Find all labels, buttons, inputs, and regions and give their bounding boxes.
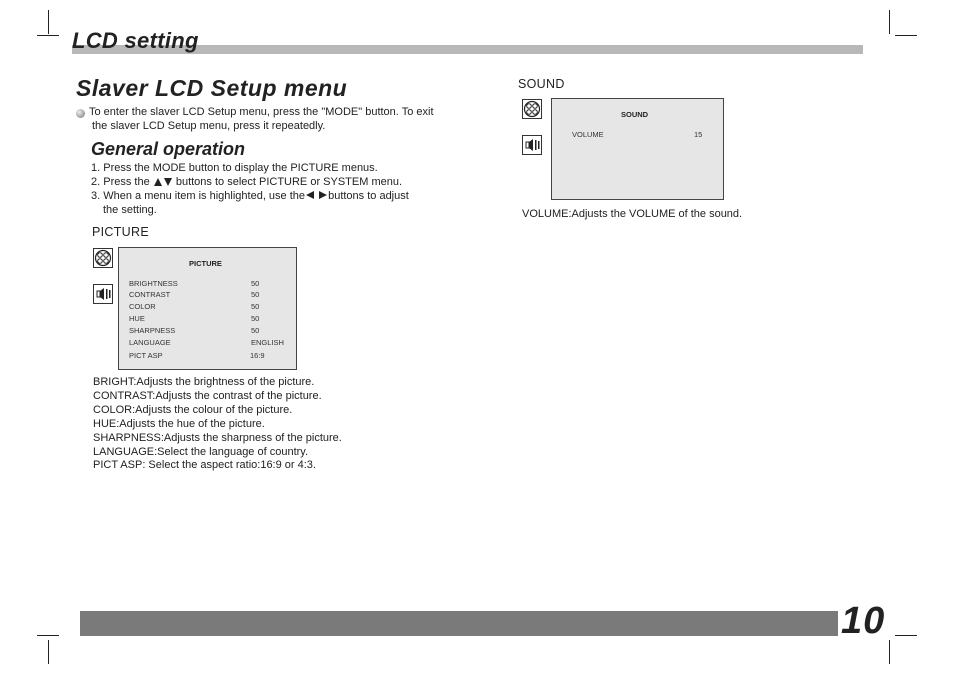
menu-item-key: LANGUAGE — [129, 338, 171, 347]
picture-menu-icon — [93, 248, 113, 268]
intro-line-2: the slaver LCD Setup menu, press it repeatedly. — [92, 120, 326, 132]
description-line: LANGUAGE:Select the language of country. — [93, 445, 309, 458]
footer-bar — [80, 611, 838, 636]
picture-descriptions — [93, 376, 342, 473]
step-2-text-b: buttons to select PICTURE or SYSTEM menu. — [175, 176, 403, 188]
menu-item-value: 16:9 — [250, 351, 265, 360]
sound-label: SOUND — [518, 77, 565, 91]
crop-mark — [37, 635, 59, 636]
crop-mark — [895, 35, 917, 36]
crop-mark — [895, 635, 917, 636]
menu-item-value: 50 — [251, 326, 260, 335]
page-title: LCD setting — [72, 28, 199, 53]
menu-item-value: 50 — [251, 314, 260, 323]
menu-item-key: VOLUME — [572, 130, 604, 139]
down-arrow-icon — [164, 178, 172, 186]
description-line: SHARPNESS:Adjusts the sharpness of the picture. — [93, 431, 342, 444]
picture-menu-icon — [522, 99, 542, 119]
section-title: Slaver LCD Setup menu — [76, 75, 348, 101]
left-arrow-icon — [306, 191, 314, 199]
sound-osd-title: SOUND — [621, 110, 649, 119]
crop-mark — [889, 640, 890, 664]
crop-mark — [37, 35, 59, 36]
sound-osd-menu — [551, 98, 724, 200]
picture-label: PICTURE — [92, 225, 149, 239]
menu-item-value: 15 — [694, 130, 703, 139]
menu-item-key: PICT ASP — [129, 351, 163, 360]
description-line: HUE:Adjusts the hue of the picture. — [93, 417, 265, 430]
intro-line-1: To enter the slaver LCD Setup menu, press the "MODE" button. To exit — [89, 106, 434, 118]
sound-description: VOLUME:Adjusts the VOLUME of the sound. — [522, 208, 743, 220]
step-1: 1. Press the MODE button to display the PICTURE menus. — [91, 162, 378, 174]
menu-item-key: SHARPNESS — [129, 326, 176, 335]
menu-item-key: COLOR — [129, 302, 156, 311]
step-3-continued: the setting. — [103, 204, 157, 216]
crop-mark — [889, 10, 890, 34]
right-arrow-icon — [319, 191, 327, 199]
description-line: CONTRAST:Adjusts the contrast of the picture. — [93, 389, 322, 402]
sound-menu-icon — [522, 135, 542, 155]
crop-mark — [48, 10, 49, 34]
up-arrow-icon — [154, 178, 162, 186]
step-2 — [91, 176, 402, 188]
description-line: PICT ASP: Select the aspect ratio:16:9 or 4:3. — [93, 459, 316, 472]
menu-item-key: CONTRAST — [129, 290, 171, 299]
step-3 — [91, 190, 409, 202]
step-3-text-a: 3. When a menu item is highlighted, use the — [91, 190, 306, 202]
description-line: BRIGHT:Adjusts the brightness of the picture. — [93, 376, 315, 388]
sound-menu-icon — [93, 284, 113, 304]
bullet-icon — [76, 109, 85, 118]
description-line: COLOR:Adjusts the colour of the picture. — [93, 403, 293, 416]
menu-item-key: BRIGHTNESS — [129, 279, 178, 288]
menu-item-value: 50 — [251, 290, 260, 299]
step-3-text-b: buttons to adjust — [328, 190, 409, 202]
page-number: 10 — [841, 600, 886, 642]
picture-osd-menu — [118, 247, 297, 370]
menu-item-value: ENGLISH — [251, 338, 284, 347]
step-2-text-a: 2. Press the — [91, 176, 150, 188]
menu-item-value: 50 — [251, 279, 260, 288]
general-operation-title: General operation — [91, 139, 246, 159]
menu-item-value: 50 — [251, 302, 260, 311]
menu-item-key: HUE — [129, 314, 145, 323]
picture-osd-title: PICTURE — [189, 259, 222, 268]
crop-mark — [48, 640, 49, 664]
